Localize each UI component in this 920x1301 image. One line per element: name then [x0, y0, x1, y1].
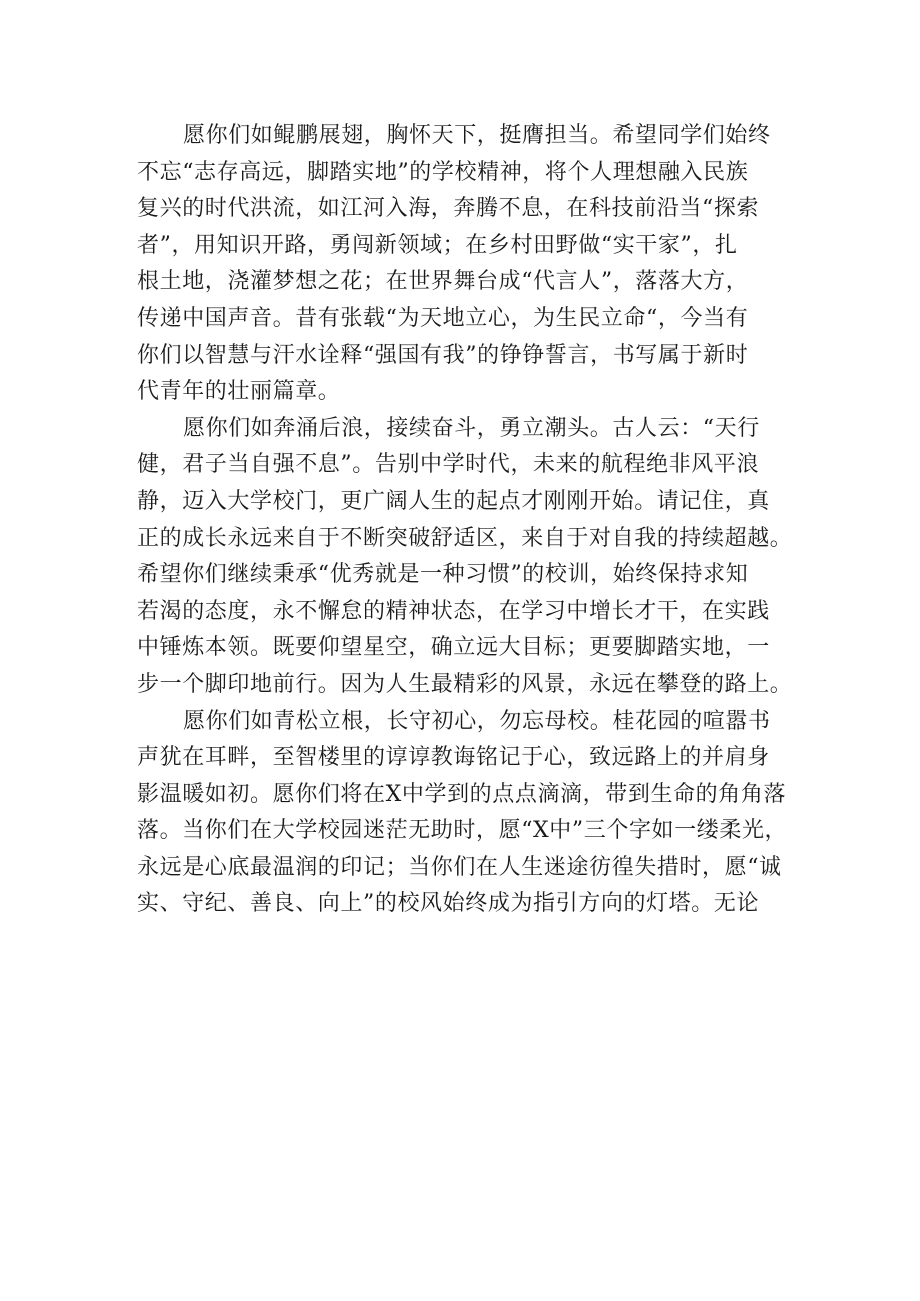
paragraph-3	[137, 704, 797, 924]
text-line: 步一个脚印地前行。因为人生最精彩的风景，永远在攀登的路上。	[137, 671, 793, 697]
text-line: 实、守纪、善良、向上”的校风始终成为指引方向的灯塔。无论	[137, 891, 760, 917]
text-line: 愿你们如奔涌后浪，接续奋斗，勇立潮头。古人云：“天行	[183, 415, 760, 441]
text-line: 永远是心底最温润的印记；当你们在人生迷途彷徨失措时，愿“诚	[137, 854, 782, 880]
paragraph-1	[137, 118, 797, 411]
text-line: 传递中国声音。昔有张载“为天地立心，为生民立命“，今当有	[137, 305, 749, 331]
text-line: 希望你们继续秉承“优秀就是一种习惯”的校训，始终保持求知	[137, 562, 749, 588]
paragraph-2	[137, 411, 797, 704]
text-line: 不忘“志存高远，脚踏实地”的学校精神，将个人理想融入民族	[137, 159, 749, 185]
text-line: 正的成长永远来自于不断突破舒适区，来自于对自我的持续超越。	[137, 525, 793, 551]
text-line: 健，君子当自强不息”。告别中学时代，未来的航程绝非风平浪	[137, 452, 760, 478]
text-line: 根土地，浇灌梦想之花；在世界舞台成“代言人”，落落大方，	[137, 269, 749, 295]
text-line: 声犹在耳畔，至智楼里的谆谆教诲铭记于心，致远路上的并肩身	[137, 745, 770, 771]
text-line: 你们以智慧与汗水诠释“强国有我”的铮铮誓言，书写属于新时	[137, 342, 749, 368]
text-line: 中锤炼本领。既要仰望星空，确立远大目标；更要脚踏实地，一	[137, 635, 770, 661]
text-line: 影温暖如初。愿你们将在X中学到的点点滴滴，带到生命的角角落	[137, 781, 787, 807]
text-line: 若渴的态度，永不懈怠的精神状态，在学习中增长才干，在实践	[137, 598, 770, 624]
text-line: 愿你们如青松立根，长守初心，勿忘母校。桂花园的喧嚣书	[183, 708, 771, 734]
document-body	[137, 118, 797, 923]
text-line: 落。当你们在大学校园迷茫无助时，愿“X中”三个字如一缕柔光，	[137, 818, 788, 844]
text-line: 代青年的壮丽篇章。	[137, 379, 341, 405]
text-line: 愿你们如鲲鹏展翅，胸怀天下，挺膺担当。希望同学们始终	[183, 123, 771, 148]
text-line: 者”，用知识开路，勇闯新领域；在乡村田野做“实干家”，扎	[137, 232, 738, 258]
text-line: 复兴的时代洪流，如江河入海，奔腾不息，在科技前沿当“探索	[137, 196, 760, 222]
text-line: 静，迈入大学校门，更广阔人生的起点才刚刚开始。请记住，真	[137, 488, 770, 514]
